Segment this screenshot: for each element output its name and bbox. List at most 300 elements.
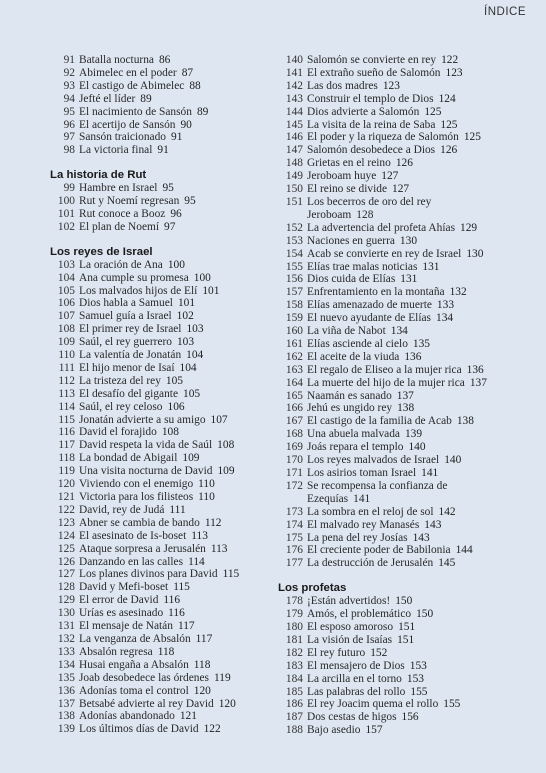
entry-page: 124 bbox=[438, 92, 456, 105]
toc-entry bbox=[50, 439, 265, 452]
toc-entry bbox=[278, 183, 540, 196]
entry-title-continuation: Ezequías bbox=[307, 492, 349, 505]
toc-entry bbox=[50, 285, 265, 298]
toc-entry bbox=[278, 235, 540, 248]
entry-number: 131 bbox=[57, 620, 75, 633]
entry-number: 183 bbox=[285, 659, 303, 672]
entry-number: 149 bbox=[285, 170, 303, 183]
entry-number: 141 bbox=[285, 66, 303, 79]
entry-page: 122 bbox=[441, 54, 459, 66]
entry-page: 140 bbox=[444, 454, 462, 467]
toc-entry bbox=[50, 698, 265, 711]
entry-title: Los malvados hijos de Elí bbox=[79, 284, 198, 297]
entry-title: El primer rey de Israel bbox=[79, 323, 182, 336]
entry-title: Amós, el problemático bbox=[307, 608, 412, 621]
entry-title: Joás repara el templo bbox=[307, 441, 404, 454]
entry-page: 113 bbox=[191, 529, 208, 542]
entry-title: El error de David bbox=[79, 594, 159, 607]
entry-title: Acab se convierte en rey de Israel bbox=[307, 247, 462, 260]
entry-number: 143 bbox=[285, 92, 303, 105]
entry-page: 107 bbox=[210, 413, 228, 426]
entry-number: 156 bbox=[285, 273, 303, 286]
entry-page: 122 bbox=[203, 723, 221, 736]
toc-entry bbox=[50, 620, 265, 633]
entry-title: Betsabé advierte al rey David bbox=[79, 697, 214, 710]
entry-number: 104 bbox=[57, 271, 75, 284]
entry-number: 181 bbox=[285, 633, 303, 646]
entry-title: El aceite de la viuda bbox=[307, 350, 400, 363]
entry-number: 119 bbox=[58, 465, 75, 478]
entry-page: 111 bbox=[169, 503, 186, 516]
entry-page: 133 bbox=[436, 299, 455, 312]
toc-entry bbox=[50, 426, 265, 439]
toc-entry bbox=[278, 506, 540, 519]
entry-page: 150 bbox=[395, 595, 413, 608]
entry-title: El rey futuro bbox=[307, 646, 366, 659]
entry-number: 102 bbox=[57, 220, 75, 233]
entry-title: Construir el templo de Dios bbox=[307, 92, 434, 105]
entry-page: 153 bbox=[409, 659, 427, 672]
entry-title: La muerte del hijo de la mujer rica bbox=[307, 376, 465, 389]
entry-title: Jefté el líder bbox=[79, 92, 136, 105]
entry-page: 116 bbox=[163, 594, 181, 607]
entry-page: 110 bbox=[198, 491, 215, 503]
entry-page: 126 bbox=[440, 144, 458, 157]
toc-entry bbox=[278, 544, 540, 557]
entry-page: 91 bbox=[157, 144, 169, 157]
toc-entry bbox=[50, 336, 265, 349]
entry-number: 96 bbox=[63, 118, 75, 131]
entry-number: 148 bbox=[285, 157, 303, 170]
entry-title: Ataque sorpresa a Jerusalén bbox=[79, 542, 206, 555]
entry-page: 112 bbox=[204, 516, 222, 529]
entry-number: 121 bbox=[57, 491, 75, 503]
entry-page: 108 bbox=[217, 439, 235, 452]
toc-entry bbox=[50, 182, 265, 195]
toc-entry bbox=[50, 633, 265, 646]
entry-page: 90 bbox=[180, 118, 192, 131]
section-title: Los profetas bbox=[278, 582, 347, 595]
entry-title: El asesinato de Is-boset bbox=[79, 529, 187, 542]
entry-number: 110 bbox=[58, 349, 75, 362]
toc-entry bbox=[50, 362, 265, 375]
entry-number: 140 bbox=[285, 54, 303, 66]
toc-entry bbox=[50, 607, 265, 620]
toc-entry bbox=[278, 557, 540, 570]
entry-page: 157 bbox=[365, 724, 383, 737]
entry-number: 94 bbox=[63, 92, 75, 105]
toc-entry bbox=[278, 196, 540, 209]
entry-title: Los becerros de oro del rey bbox=[307, 195, 432, 208]
entry-page: 155 bbox=[443, 698, 461, 711]
entry-page: 138 bbox=[456, 415, 474, 428]
entry-page: 115 bbox=[173, 581, 190, 594]
entry-title: Una abuela malvada bbox=[307, 428, 400, 441]
toc-entry bbox=[278, 93, 540, 106]
entry-title: Saúl, el rey guerrero bbox=[79, 336, 172, 349]
entry-number: 174 bbox=[285, 518, 303, 531]
entry-title: Danzando en las calles bbox=[79, 555, 184, 568]
entry-title-continued bbox=[278, 209, 540, 222]
entry-page: 115 bbox=[222, 568, 240, 581]
toc-entry bbox=[278, 377, 540, 390]
entry-page: 104 bbox=[186, 349, 204, 362]
entry-title-continued bbox=[278, 493, 540, 506]
entry-number: 188 bbox=[285, 724, 303, 737]
entry-number: 111 bbox=[58, 361, 75, 374]
toc-entry bbox=[50, 119, 265, 132]
entry-page: 104 bbox=[179, 361, 197, 374]
entry-title: El desafío del gigante bbox=[79, 387, 179, 400]
entry-page: 103 bbox=[186, 323, 204, 336]
toc-entry bbox=[278, 299, 540, 312]
toc-entry bbox=[278, 402, 540, 415]
entry-number: 100 bbox=[57, 195, 75, 208]
entry-title: La valentía de Jonatán bbox=[79, 349, 182, 362]
entry-title-continuation: Jeroboam bbox=[307, 208, 352, 221]
toc-entry bbox=[278, 390, 540, 403]
entry-title: Elías trae malas noticias bbox=[307, 260, 418, 273]
entry-number: 95 bbox=[63, 105, 75, 118]
toc-entry bbox=[278, 286, 540, 299]
toc-entry bbox=[278, 608, 540, 621]
entry-title: Adonías abandonado bbox=[79, 710, 175, 723]
entry-title: Absalón regresa bbox=[79, 645, 153, 658]
entry-title: ¡Están advertidos! bbox=[307, 595, 391, 608]
toc-entry bbox=[50, 144, 265, 157]
entry-title: El mensaje de Natán bbox=[79, 620, 173, 633]
toc-entry bbox=[278, 261, 540, 274]
toc-entry bbox=[50, 349, 265, 362]
entry-number: 98 bbox=[63, 144, 75, 157]
entry-title: La tristeza del rey bbox=[79, 374, 161, 387]
entry-number: 186 bbox=[285, 698, 303, 711]
entry-number: 92 bbox=[63, 66, 75, 79]
entry-title: Joab desobedece las órdenes bbox=[79, 671, 209, 684]
entry-page: 145 bbox=[438, 557, 456, 570]
entry-number: 159 bbox=[285, 312, 303, 325]
entry-page: 116 bbox=[168, 607, 185, 620]
entry-title: David el forajido bbox=[79, 426, 157, 439]
entry-title: El castigo de la familia de Acab bbox=[307, 415, 452, 428]
entry-page: 88 bbox=[189, 79, 201, 92]
entry-title: Una visita nocturna de David bbox=[79, 465, 213, 478]
entry-number: 164 bbox=[285, 376, 303, 389]
entry-title: Jonatán advierte a su amigo bbox=[79, 413, 206, 426]
toc-entry bbox=[50, 478, 265, 491]
entry-number: 158 bbox=[285, 299, 303, 312]
entry-page: 131 bbox=[400, 273, 418, 286]
toc-entry bbox=[278, 106, 540, 119]
entry-page: 134 bbox=[390, 325, 408, 338]
entry-page: 96 bbox=[170, 207, 182, 220]
toc-entry bbox=[50, 388, 265, 401]
entry-number: 176 bbox=[285, 544, 303, 557]
toc-entry bbox=[50, 106, 265, 119]
entry-page: 142 bbox=[438, 505, 456, 518]
entry-page: 137 bbox=[396, 389, 414, 402]
entry-page: 101 bbox=[202, 284, 220, 297]
entry-number: 187 bbox=[285, 711, 303, 724]
toc-entry bbox=[278, 119, 540, 132]
entry-number: 160 bbox=[285, 325, 303, 338]
entry-page: 131 bbox=[422, 260, 440, 273]
entry-page: 91 bbox=[171, 131, 183, 144]
toc-entry bbox=[278, 621, 540, 634]
entry-title: La oración de Ana bbox=[79, 258, 163, 271]
entry-page: 100 bbox=[167, 258, 185, 271]
entry-title: Los reyes malvados de Israel bbox=[307, 454, 440, 467]
toc-entry bbox=[278, 673, 540, 686]
entry-number: 162 bbox=[285, 350, 303, 363]
entry-number: 138 bbox=[57, 710, 75, 723]
toc-entry bbox=[50, 594, 265, 607]
entry-number: 97 bbox=[63, 131, 75, 144]
toc-entry bbox=[278, 80, 540, 93]
entry-title: Abimelec en el poder bbox=[79, 66, 177, 79]
entry-number: 177 bbox=[285, 557, 303, 570]
toc-entry bbox=[278, 441, 540, 454]
entry-number: 114 bbox=[58, 400, 75, 413]
entry-number: 122 bbox=[57, 503, 75, 516]
entry-title: El reino se divide bbox=[307, 183, 388, 196]
entry-number: 157 bbox=[285, 286, 303, 299]
entry-page: 141 bbox=[353, 492, 371, 505]
entry-number: 184 bbox=[285, 672, 303, 685]
entry-page: 136 bbox=[466, 363, 484, 376]
entry-number: 178 bbox=[285, 595, 303, 608]
entry-title: El regalo de Eliseo a la mujer rica bbox=[307, 363, 462, 376]
left-column bbox=[50, 54, 265, 736]
entry-title: Husai engaña a Absalón bbox=[79, 658, 189, 671]
toc-entry bbox=[50, 685, 265, 698]
entry-number: 155 bbox=[285, 260, 303, 273]
entry-number: 173 bbox=[285, 505, 303, 518]
entry-title: El malvado rey Manasés bbox=[307, 518, 420, 531]
entry-title: Batalla nocturna bbox=[79, 54, 154, 66]
entry-number: 168 bbox=[285, 428, 303, 441]
entry-title: El plan de Noemí bbox=[79, 220, 160, 233]
toc-entry bbox=[278, 144, 540, 157]
entry-page: 105 bbox=[183, 387, 201, 400]
entry-number: 185 bbox=[285, 685, 303, 698]
entry-number: 145 bbox=[285, 118, 303, 131]
entry-number: 151 bbox=[285, 195, 303, 208]
toc-entry bbox=[50, 543, 265, 556]
entry-title: Dos cestas de higos bbox=[307, 711, 397, 724]
entry-page: 130 bbox=[399, 234, 418, 247]
entry-page: 144 bbox=[455, 544, 473, 557]
entry-number: 171 bbox=[285, 467, 303, 479]
entry-number: 103 bbox=[57, 258, 75, 271]
entry-number: 101 bbox=[57, 207, 75, 220]
toc-entry bbox=[278, 454, 540, 467]
entry-title: Naciones en guerra bbox=[307, 234, 395, 247]
entry-page: 95 bbox=[162, 182, 174, 195]
entry-number: 180 bbox=[285, 620, 303, 633]
entry-page: 125 bbox=[463, 131, 481, 144]
toc-entry bbox=[50, 195, 265, 208]
toc-entry bbox=[278, 157, 540, 170]
entry-title: El rey Joacim quema el rollo bbox=[307, 698, 439, 711]
entry-title: Samuel guía a Israel bbox=[79, 310, 172, 323]
toc-entry bbox=[278, 67, 540, 80]
entry-title: Viviendo con el enemigo bbox=[79, 478, 194, 491]
entry-number: 109 bbox=[57, 336, 75, 349]
entry-page: 156 bbox=[401, 711, 419, 724]
entry-page: 153 bbox=[406, 672, 424, 685]
toc-entry bbox=[278, 647, 540, 660]
section-title: Los reyes de Israel bbox=[50, 245, 153, 258]
entry-number: 182 bbox=[285, 646, 303, 659]
entry-page: 139 bbox=[404, 428, 423, 441]
entry-page: 129 bbox=[460, 221, 478, 234]
entry-title: La venganza de Absalón bbox=[79, 632, 191, 645]
entry-page: 134 bbox=[436, 312, 454, 325]
entry-title: La sombra en el reloj de sol bbox=[307, 505, 434, 518]
toc-entry bbox=[278, 273, 540, 286]
entry-page: 118 bbox=[157, 645, 175, 658]
entry-page: 100 bbox=[193, 271, 211, 284]
entry-title: Dios cuida de Elías bbox=[307, 273, 396, 286]
toc-entry bbox=[278, 698, 540, 711]
toc-entry bbox=[278, 724, 540, 737]
entry-title: Se recompensa la confianza de bbox=[307, 479, 448, 492]
entry-title: Elías amenazado de muerte bbox=[307, 299, 432, 312]
entry-page: 102 bbox=[176, 310, 194, 323]
toc-entry bbox=[50, 310, 265, 323]
toc-entry bbox=[50, 259, 265, 272]
toc-entry bbox=[50, 208, 265, 221]
entry-number: 112 bbox=[58, 374, 75, 387]
entry-title: Hambre en Israel bbox=[79, 182, 158, 195]
entry-page: 117 bbox=[195, 632, 213, 645]
entry-title: La pena del rey Josías bbox=[307, 531, 408, 544]
entry-number: 166 bbox=[285, 402, 303, 415]
entry-page: 89 bbox=[196, 105, 209, 118]
entry-title: El mensajero de Dios bbox=[307, 659, 405, 672]
entry-title: Los últimos días de David bbox=[79, 723, 199, 736]
entry-title: Jeroboam huye bbox=[307, 170, 377, 183]
entry-number: 105 bbox=[57, 284, 75, 297]
entry-page: 123 bbox=[445, 66, 463, 79]
toc-entry bbox=[50, 401, 265, 414]
entry-title: Ana cumple su promesa bbox=[79, 271, 189, 284]
entry-number: 115 bbox=[58, 413, 75, 426]
entry-page: 86 bbox=[158, 54, 171, 66]
toc-entry bbox=[50, 465, 265, 478]
entry-page: 143 bbox=[424, 518, 442, 531]
entry-number: 130 bbox=[57, 607, 75, 620]
entry-number: 128 bbox=[57, 581, 75, 594]
entry-number: 144 bbox=[285, 105, 303, 118]
toc-entry bbox=[50, 646, 265, 659]
entry-page: 136 bbox=[404, 350, 422, 363]
entry-title: La victoria final bbox=[79, 144, 153, 157]
entry-number: 165 bbox=[285, 389, 303, 402]
entry-page: 125 bbox=[440, 118, 458, 131]
entry-page: 130 bbox=[466, 247, 484, 260]
entry-number: 133 bbox=[57, 645, 75, 658]
entry-page: 151 bbox=[398, 620, 416, 633]
toc-entry bbox=[278, 532, 540, 545]
entry-number: 107 bbox=[57, 310, 75, 323]
entry-page: 109 bbox=[217, 465, 235, 478]
toc-entry bbox=[278, 170, 540, 183]
entry-title: Las palabras del rollo bbox=[307, 685, 406, 698]
entry-page: 120 bbox=[193, 684, 211, 697]
entry-page: 125 bbox=[424, 105, 442, 118]
toc-entry bbox=[278, 364, 540, 377]
page-header: ÍNDICE bbox=[484, 6, 526, 18]
toc-entry bbox=[278, 131, 540, 144]
entry-number: 108 bbox=[57, 323, 75, 336]
toc-entry bbox=[278, 428, 540, 441]
toc-entry bbox=[278, 338, 540, 351]
entry-page: 128 bbox=[356, 208, 374, 221]
toc-entry bbox=[50, 80, 265, 93]
entry-number: 163 bbox=[285, 363, 303, 376]
entry-title: La arcilla en el torno bbox=[307, 672, 402, 685]
entry-title: Elías asciende al cielo bbox=[307, 337, 408, 350]
entry-number: 150 bbox=[285, 183, 303, 196]
entry-page: 110 bbox=[198, 478, 215, 491]
toc-entry bbox=[50, 723, 265, 736]
entry-number: 136 bbox=[57, 684, 75, 697]
entry-page: 155 bbox=[410, 685, 428, 698]
entry-title: Grietas en el reino bbox=[307, 157, 391, 170]
toc-entry bbox=[50, 530, 265, 543]
entry-title: Rut y Noemí regresan bbox=[79, 195, 180, 208]
toc-entry bbox=[278, 467, 540, 480]
entry-page: 103 bbox=[176, 336, 195, 349]
toc-entry bbox=[50, 272, 265, 285]
toc-entry bbox=[50, 375, 265, 388]
entry-title: Sansón traicionado bbox=[79, 131, 166, 144]
toc-entry bbox=[50, 672, 265, 685]
entry-page: 113 bbox=[210, 542, 228, 555]
entry-title: La bondad de Abigail bbox=[79, 452, 178, 465]
toc-entry bbox=[50, 414, 265, 427]
entry-page: 140 bbox=[408, 441, 426, 454]
entry-page: 135 bbox=[412, 337, 430, 350]
entry-number: 132 bbox=[57, 632, 75, 645]
entry-title: Los planes divinos para David bbox=[79, 568, 218, 581]
toc-entry bbox=[278, 634, 540, 647]
entry-page: 114 bbox=[188, 555, 205, 568]
entry-title: Abner se cambia de bando bbox=[79, 516, 200, 529]
entry-page: 126 bbox=[395, 157, 413, 170]
entry-number: 153 bbox=[285, 234, 303, 247]
entry-page: 152 bbox=[370, 646, 388, 659]
entry-number: 126 bbox=[57, 555, 75, 568]
entry-page: 105 bbox=[165, 374, 183, 387]
entry-title: El esposo amoroso bbox=[307, 620, 394, 633]
entry-page: 150 bbox=[416, 608, 434, 621]
toc-entry bbox=[278, 222, 540, 235]
entry-number: 127 bbox=[57, 568, 75, 581]
entry-page: 117 bbox=[177, 620, 195, 633]
entry-number: 117 bbox=[58, 439, 75, 452]
toc-entry bbox=[50, 67, 265, 80]
entry-number: 93 bbox=[63, 79, 75, 92]
section-title: La historia de Rut bbox=[50, 169, 147, 182]
toc-entry bbox=[50, 93, 265, 106]
entry-title: Los asirios toman Israel bbox=[307, 467, 417, 479]
toc-entry bbox=[278, 248, 540, 261]
entry-title: El extraño sueño de Salomón bbox=[307, 66, 441, 79]
entry-page: 109 bbox=[182, 452, 200, 465]
